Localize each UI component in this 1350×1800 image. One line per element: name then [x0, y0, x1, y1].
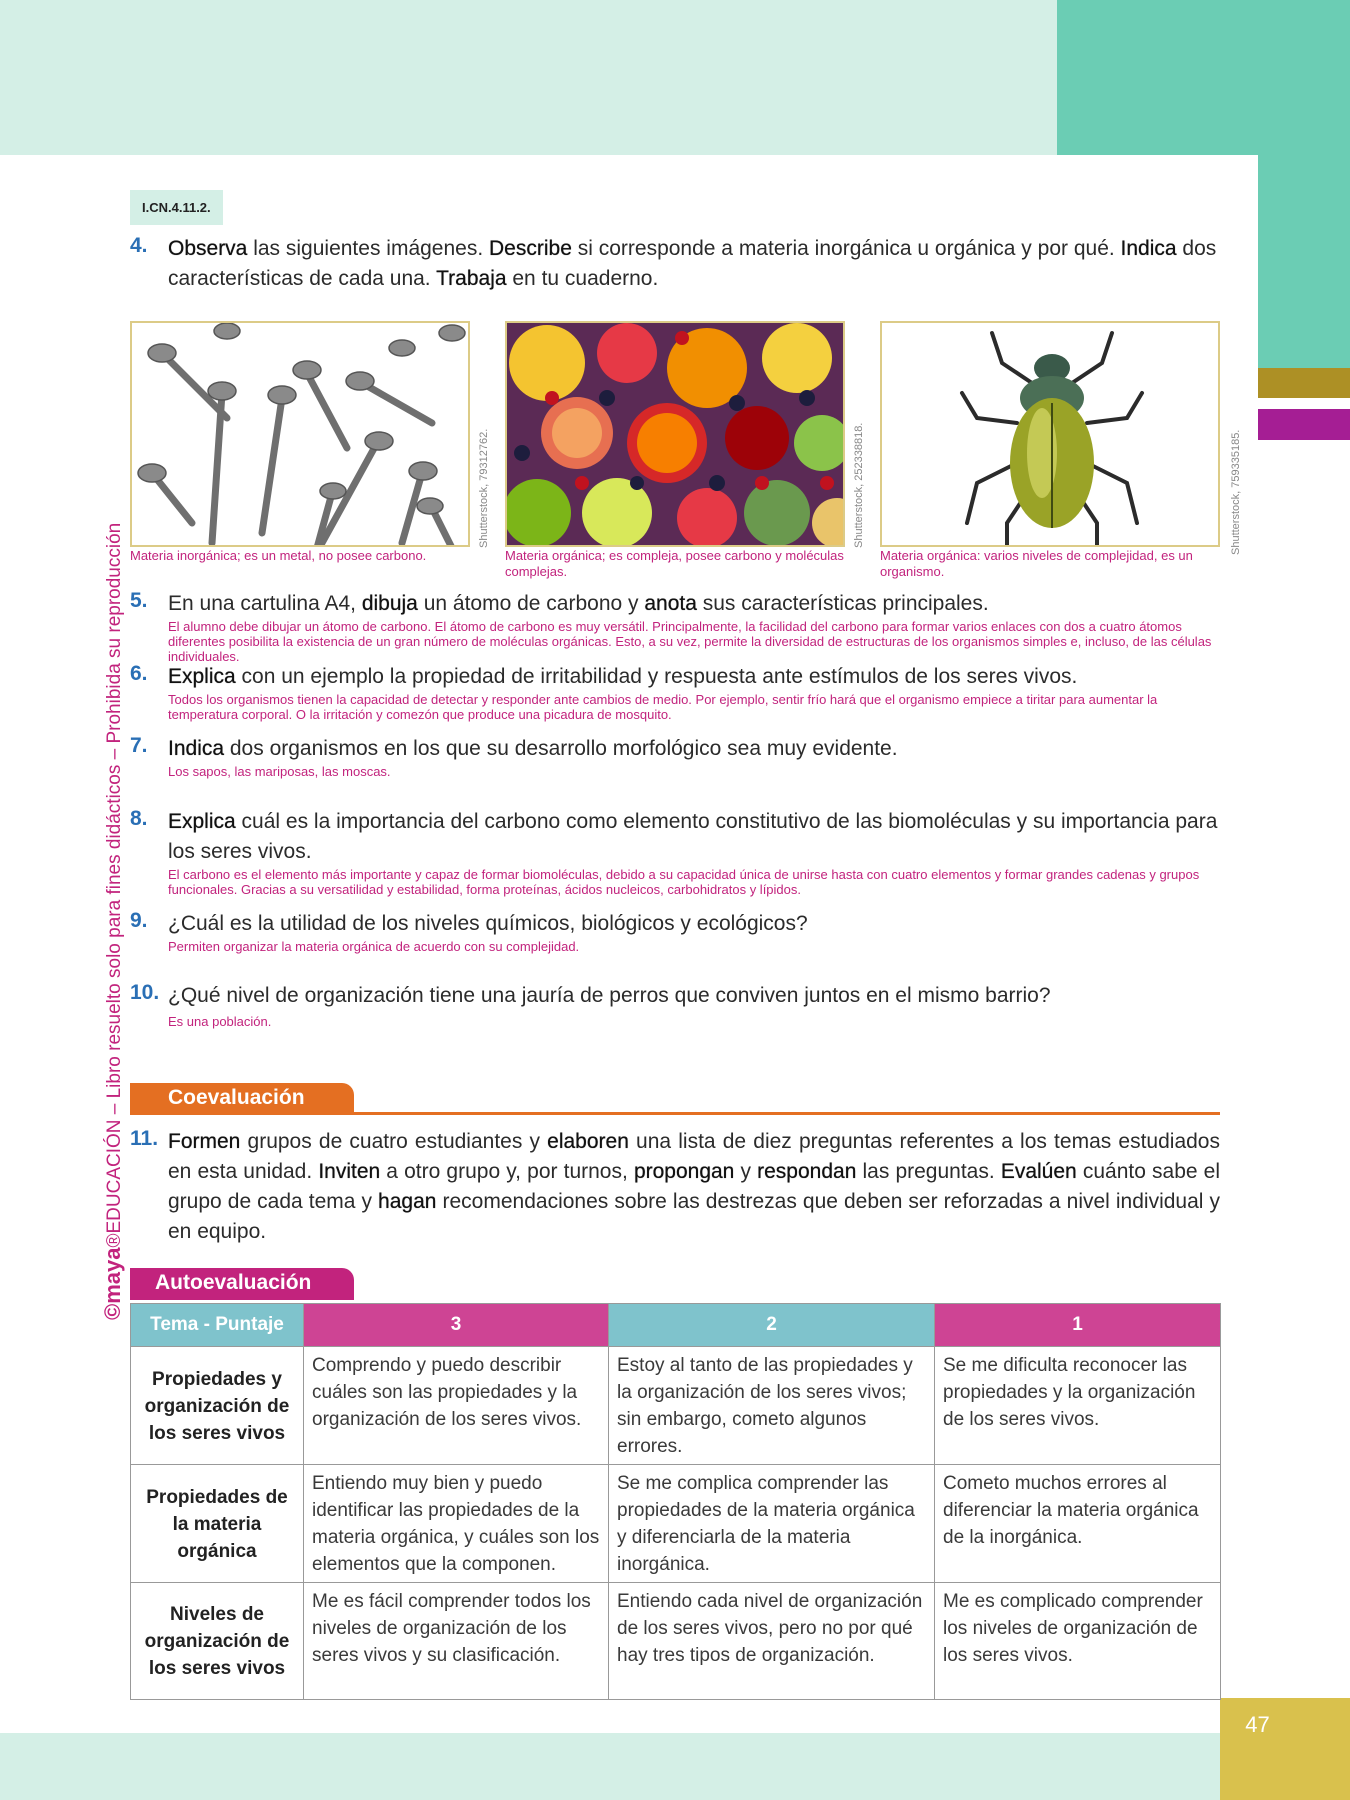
answer-text: Es una población.: [168, 1014, 272, 1029]
action-verb: Describe: [489, 237, 572, 260]
action-verb: respondan: [757, 1160, 857, 1183]
table-row: [131, 1347, 1221, 1465]
coevaluacion-header: Coevaluación: [130, 1083, 354, 1115]
table-header-cell: 3: [304, 1304, 609, 1347]
statement-text: las preguntas.: [856, 1160, 1001, 1183]
question-number: 9.: [130, 909, 148, 932]
fruits-image: [505, 321, 845, 547]
page-number: 47: [1245, 1712, 1270, 1737]
table-cell: Comprendo y puedo describir cuáles son las propiedades y la organización de los seres vivos.: [304, 1347, 609, 1465]
image-credit: Shutterstock, 759335185.: [1230, 429, 1242, 555]
statement-text: en tu cuaderno.: [506, 267, 659, 290]
statement-text: sus características principales.: [696, 592, 989, 615]
answer-text: Los sapos, las mariposas, las moscas.: [168, 764, 391, 779]
question-number: 10.: [130, 981, 160, 1004]
question-7: [130, 734, 1220, 779]
action-verb: hagan: [378, 1190, 437, 1213]
statement-text: En una cartulina A4,: [168, 592, 362, 615]
question-4: [130, 234, 1220, 294]
action-verb: Observa: [168, 237, 248, 260]
autoevaluacion-header: Autoevaluación: [130, 1268, 354, 1300]
question-number: 5.: [130, 589, 148, 612]
image-credit: Shutterstock, 252338818.: [853, 422, 865, 548]
question-6: [130, 662, 1220, 722]
question-number: 7.: [130, 734, 148, 757]
question-number: 4.: [130, 234, 148, 257]
table-row: [131, 1465, 1221, 1583]
statement-text: cuál es la importancia del carbono como elemento constitutivo de las biomoléculas y su importancia para los seres vivos.: [168, 810, 1218, 863]
question-statement: [168, 909, 1220, 939]
image-caption: Materia orgánica: varios niveles de complejidad, es un organismo.: [880, 548, 1193, 579]
side-copyright: [100, 480, 126, 1320]
statement-text: ¿Qué nivel de organización tiene una jauría de perros que conviven juntos en el mismo barrio?: [168, 984, 1051, 1007]
brand-logo: ©maya: [100, 1247, 125, 1320]
action-verb: dibuja: [361, 592, 418, 615]
table-cell-topic: Propiedades de la materia orgánica: [131, 1465, 304, 1583]
question-number: 11.: [130, 1127, 159, 1150]
table-header-cell: 1: [935, 1304, 1221, 1347]
statement-text: dos organismos en los que su desarrollo morfológico sea muy evidente.: [224, 737, 898, 760]
question-statement: [168, 662, 1220, 692]
action-verb: anota: [644, 592, 697, 615]
table-cell: Se me dificulta reconocer las propiedades y la organización de los seres vivos.: [935, 1347, 1221, 1465]
question-number: 8.: [130, 807, 148, 830]
answer-text: El alumno debe dibujar un átomo de carbono. El átomo de carbono es muy versátil. Principalmente, la facilidad del carbono para formar varios enlaces con dos a cuatro átomos diferentes posibilita la existencia de un gran número de moléculas orgánicas. Esto, a su vez, permite la diversidad de estructuras de los organismos simples e, incluso, de las células individuales.: [168, 619, 1212, 664]
statement-text: grupos de cuatro estudiantes y: [240, 1130, 548, 1153]
answer-text: Permiten organizar la materia orgánica de acuerdo con su complejidad.: [168, 939, 580, 954]
table-header-row: [131, 1304, 1221, 1347]
table-header-cell: 2: [609, 1304, 935, 1347]
image-credit: Shutterstock, 79312762.: [478, 428, 490, 548]
action-verb: Trabaja: [436, 267, 507, 290]
coevaluacion-rule: [130, 1112, 1220, 1115]
table-cell: Me es fácil comprender todos los niveles de organización de los seres vivos y su clasificación.: [304, 1583, 609, 1700]
action-verb: Indica: [168, 737, 225, 760]
statement-text: ¿Cuál es la utilidad de los niveles químicos, biológicos y ecológicos?: [168, 912, 808, 935]
action-verb: elaboren: [547, 1130, 629, 1153]
question-11: [130, 1127, 1220, 1247]
right-strip: [1258, 155, 1350, 385]
statement-text: y: [734, 1160, 758, 1183]
right-magenta-bar: [1258, 409, 1350, 440]
table-cell-topic: Propiedades y organización de los seres vivos: [131, 1347, 304, 1465]
table-row: [131, 1583, 1221, 1700]
question-statement: [168, 234, 1220, 294]
question-9: [130, 909, 1220, 954]
table-cell: Cometo muchos errores al diferenciar la materia orgánica de la inorgánica.: [935, 1465, 1221, 1583]
table-cell: Se me complica comprender las propiedades de la materia orgánica y diferenciarla de la materia inorgánica.: [609, 1465, 935, 1583]
table-cell-topic: Niveles de organización de los seres vivos: [131, 1583, 304, 1700]
table-cell: Me es complicado comprender los niveles de organización de los seres vivos.: [935, 1583, 1221, 1700]
statement-text: a otro grupo y, por turnos,: [380, 1160, 634, 1183]
question-statement: [168, 981, 1220, 1011]
table-header-cell: Tema - Puntaje: [131, 1304, 304, 1347]
action-verb: Evalúen: [1000, 1160, 1077, 1183]
question-8: [130, 807, 1220, 897]
question-5: [130, 589, 1220, 664]
question-10: [130, 981, 1220, 1029]
side-copyright-text: ®EDUCACIÓN – Libro resuelto solo para fines didácticos – Prohibida su reproducción: [104, 522, 125, 1248]
question-statement: [168, 734, 1220, 764]
action-verb: Inviten: [318, 1160, 381, 1183]
top-right-block: [1057, 0, 1350, 155]
question-statement: [168, 1127, 1220, 1247]
statement-text: recomendaciones sobre las destrezas que deben ser reforzadas a nivel individual y en equipo.: [168, 1190, 1220, 1243]
beetle-image: [880, 321, 1220, 547]
statement-text: dos características de cada una.: [168, 237, 1217, 290]
bottom-band: [0, 1733, 1350, 1800]
statement-text: cuánto sabe el grupo de cada tema y: [168, 1160, 1221, 1213]
action-verb: propongan: [633, 1160, 735, 1183]
statement-text: si corresponde a materia inorgánica u orgánica y por qué.: [571, 237, 1121, 260]
question-statement: [168, 807, 1220, 867]
indicator-code-badge: I.CN.4.11.2.: [130, 190, 223, 225]
image-caption: Materia inorgánica; es un metal, no posee carbono.: [130, 548, 427, 563]
action-verb: Explica: [168, 665, 236, 688]
action-verb: Explica: [168, 810, 236, 833]
table-cell: Entiendo muy bien y puedo identificar las propiedades de la materia orgánica, y cuáles son los elementos que la componen.: [304, 1465, 609, 1583]
answer-text: El carbono es el elemento más importante y capaz de formar biomoléculas, debido a su capacidad única de unirse hasta con cuatro elementos y formar grandes cadenas y grupos funcionales. Gracias a su versatilidad y estabilidad, forma proteínas, ácidos nucleicos, carbohidratos y lípidos.: [168, 867, 1200, 897]
statement-text: un átomo de carbono y: [417, 592, 645, 615]
statement-text: con un ejemplo la propiedad de irritabilidad y respuesta ante estímulos de los seres vivos.: [235, 665, 1078, 688]
question-number: 6.: [130, 662, 148, 685]
self-assessment-table: [130, 1303, 1221, 1700]
table-cell: Entiendo cada nivel de organización de los seres vivos, pero no por qué hay tres tipos de organización.: [609, 1583, 935, 1700]
nails-image: [130, 321, 470, 547]
statement-text: las siguientes imágenes.: [247, 237, 490, 260]
statement-text: una lista de diez preguntas referentes a los temas estudiados en esta unidad.: [168, 1130, 1220, 1183]
right-gold-bar: [1258, 368, 1350, 398]
answer-text: Todos los organismos tienen la capacidad de detectar y responder ante cambios de medio. Por ejemplo, sentir frío hará que el organismo empiece a tiritar para aumentar la temperatura corporal. O la irritación y comezón que produce una picadura de mosquito.: [168, 692, 1158, 722]
action-verb: Formen: [168, 1130, 241, 1153]
image-caption: Materia orgánica; es compleja, posee carbono y moléculas complejas.: [505, 548, 844, 579]
table-cell: Estoy al tanto de las propiedades y la organización de los seres vivos; sin embargo, cometo algunos errores.: [609, 1347, 935, 1465]
question-statement: [168, 589, 1220, 619]
action-verb: Indica: [1120, 237, 1177, 260]
